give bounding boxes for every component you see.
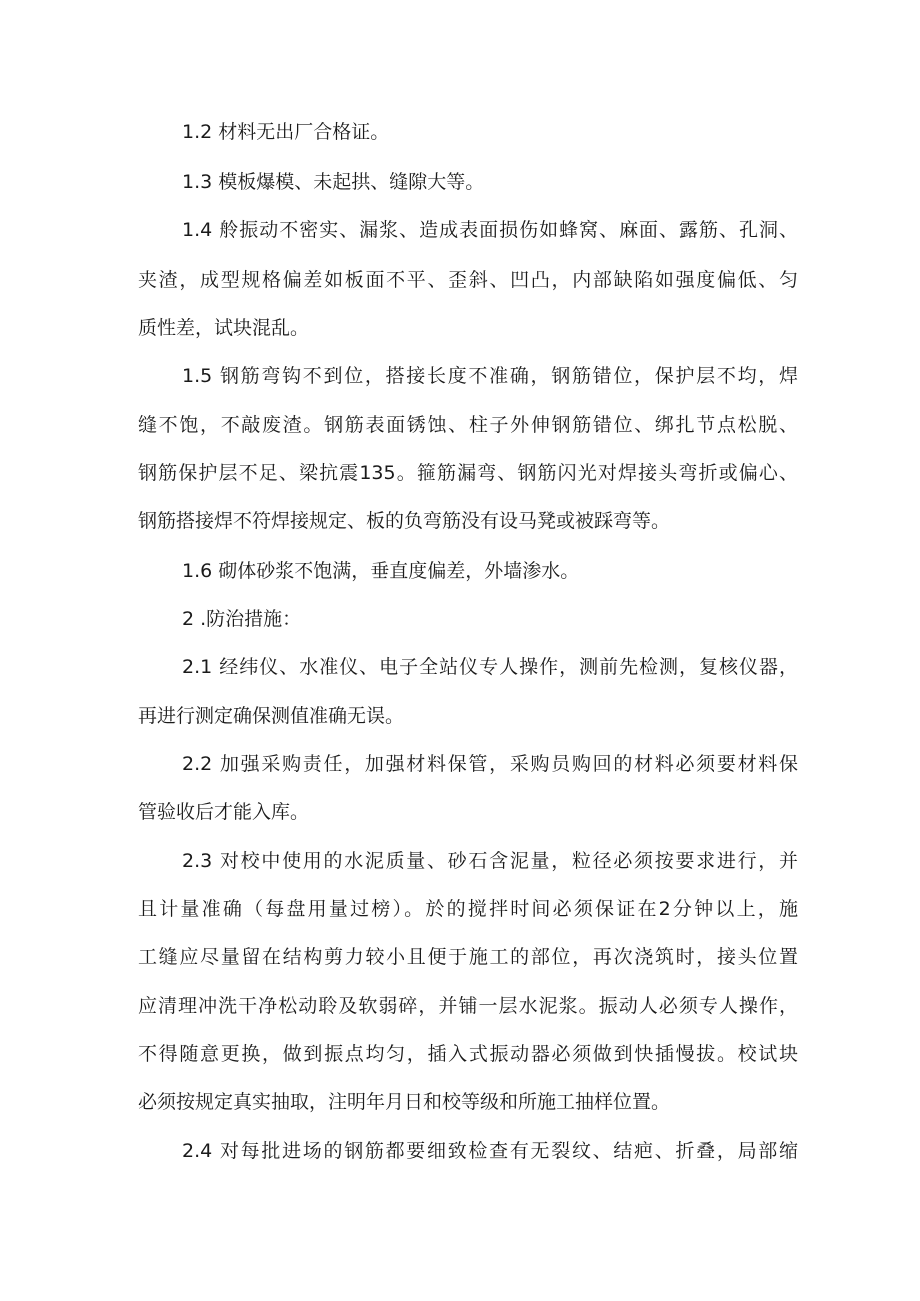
text-line: 夹渣，成型规格偏差如板面不平、歪斜、凹凸，内部缺陷如强度偏低、匀 (138, 269, 798, 291)
text-line: 缝不饱，不敲废渣。钢筋表面锈蚀、柱子外伸钢筋错位、绑扎节点松脱、 (138, 414, 798, 436)
text-line: 必须按规定真实抽取，注明年月日和校等级和所施工抽样位置。 (138, 1091, 671, 1113)
text-line: 钢筋搭接焊不符焊接规定、板的负弯筋没有设马凳或被踩弯等。 (138, 510, 671, 532)
text-line: 且计量准确（每盘用量过榜）。於的搅拌时间必须保证在2分钟以上，施 (138, 898, 798, 920)
text-line: 1.6 砌体砂浆不饱满，垂直度偏差，外墙渗水。 (182, 560, 580, 582)
text-line: 2.2 加强采购责任，加强材料保管，采购员购回的材料必须要材料保 (182, 753, 798, 775)
text-line: 管验收后才能入库。 (138, 801, 310, 823)
text-line: 再进行测定确保测值准确无误。 (138, 705, 405, 727)
text-line: 2.1 经纬仪、水准仪、电子全站仪专人操作，测前先检测，复核仪器， (182, 656, 798, 678)
text-line: 不得随意更换，做到振点均匀，插入式振动器必须做到快插慢拔。校试块 (138, 1043, 798, 1065)
text-line: 1.4 舲振动不密实、漏浆、造成表面损伤如蜂窝、麻面、露筋、孔洞、 (182, 219, 798, 241)
text-line: 1.2 材料无出厂合格证。 (182, 121, 390, 143)
text-line: 工缝应尽量留在结构剪力较小且便于施工的部位，再次浇筑时，接头位置 (138, 946, 798, 968)
text-line: 钢筋保护层不足、梁抗震135。箍筋漏弯、钢筋闪光对焊接头弯折或偏心、 (138, 462, 798, 484)
text-line: 质性差，试块混乱。 (138, 317, 310, 339)
section-heading: 2 .防治措施： (182, 608, 302, 630)
text-line: 应清理冲洗干净松动聆及软弱碎，并铺一层水泥浆。振动人必须专人操作， (138, 995, 798, 1017)
text-line: 1.3 模板爆模、未起拱、缝隙大等。 (182, 171, 485, 193)
text-line: 2.4 对每批进场的钢筋都要细致检查有无裂纹、结疤、折叠，局部缩 (182, 1140, 798, 1162)
text-line: 2.3 对校中使用的水泥质量、砂石含泥量，粒径必须按要求进行，并 (182, 850, 798, 872)
text-line: 1.5 钢筋弯钩不到位，搭接长度不准确，钢筋错位，保护层不均，焊 (182, 365, 798, 387)
